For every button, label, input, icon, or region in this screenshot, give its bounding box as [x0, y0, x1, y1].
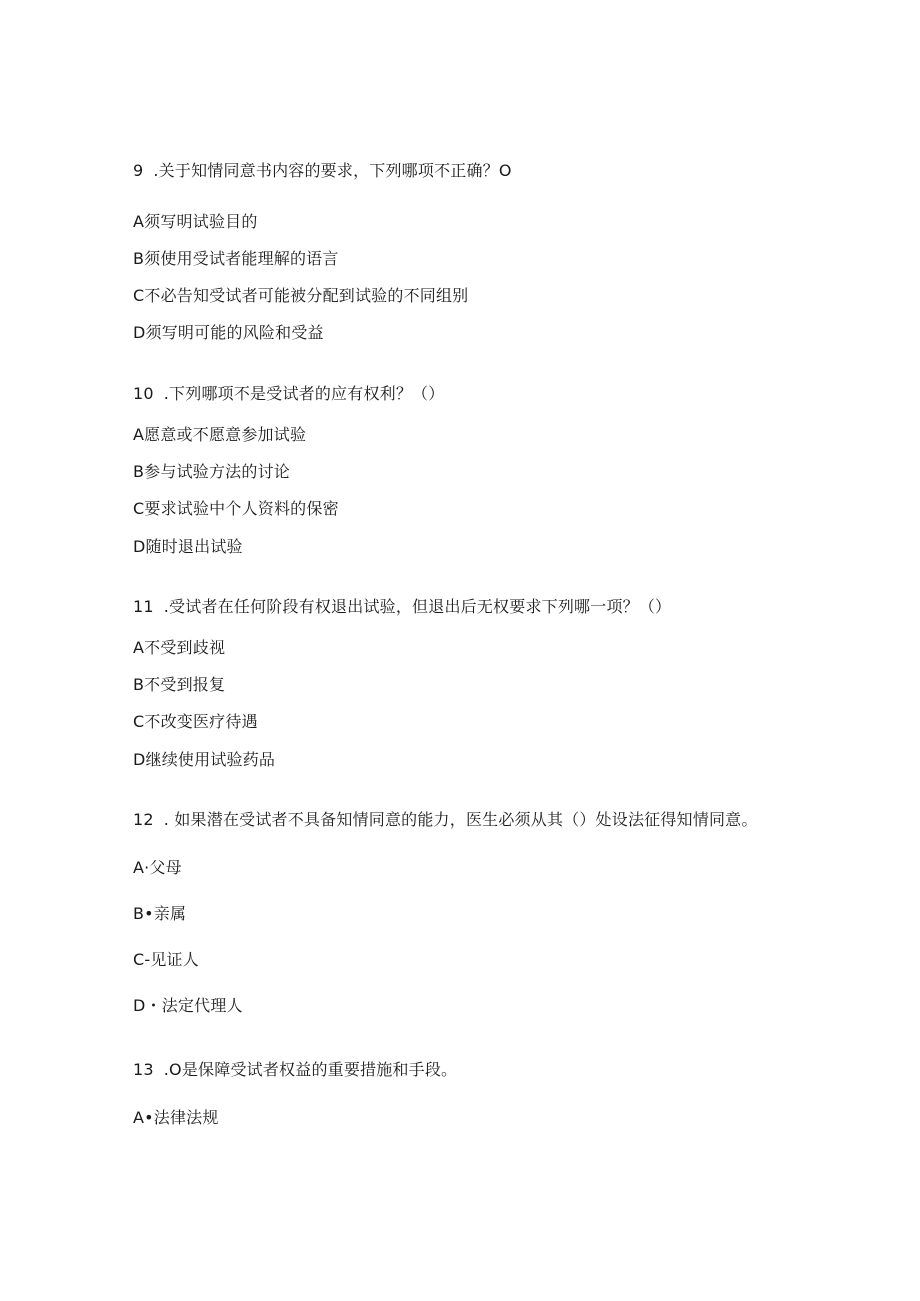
question-12-option-b: B•亲属: [133, 904, 187, 923]
question-10-option-a: A愿意或不愿意参加试验: [133, 425, 307, 444]
question-number: 9: [133, 161, 144, 180]
question-text: . 如果潜在受试者不具备知情同意的能力，医生必须从其（）处设法征得知情同意。: [163, 810, 758, 829]
question-10-option-c: C要求试验中个人资料的保密: [133, 499, 339, 518]
question-12-option-a: A·父母: [133, 858, 182, 877]
question-9-stem: [133, 161, 512, 181]
question-13-stem: [133, 1060, 457, 1080]
question-11-stem: [133, 597, 671, 617]
question-11-option-d: D继续使用试验药品: [133, 750, 276, 769]
question-12-stem: [133, 810, 758, 830]
question-10-option-b: B参与试验方法的讨论: [133, 462, 290, 481]
question-9-option-a: A须写明试验目的: [133, 212, 258, 231]
question-10-option-d: D随时退出试验: [133, 537, 243, 556]
question-number: 12: [133, 810, 154, 829]
question-9-option-b: B须使用受试者能理解的语言: [133, 249, 339, 268]
question-text: .下列哪项不是受试者的应有权利？（）: [163, 384, 445, 403]
question-12-option-d: D・法定代理人: [133, 996, 243, 1015]
question-10-stem: [133, 384, 444, 404]
question-13-option-a: A•法律法规: [133, 1108, 219, 1127]
question-9-option-d: D须写明可能的风险和受益: [133, 323, 324, 342]
question-12-option-c: C-见证人: [133, 950, 199, 969]
question-text: .关于知情同意书内容的要求，下列哪项不正确？O: [153, 161, 512, 180]
question-number: 10: [133, 384, 154, 403]
question-text: .O是保障受试者权益的重要措施和手段。: [163, 1060, 458, 1079]
question-text: .受试者在任何阶段有权退出试验，但退出后无权要求下列哪一项？（）: [163, 597, 672, 616]
question-9-option-c: C不必告知受试者可能被分配到试验的不同组别: [133, 286, 469, 305]
question-number: 11: [133, 597, 154, 616]
question-11-option-a: A不受到歧视: [133, 638, 226, 657]
question-11-option-c: C不改变医疗待遇: [133, 712, 258, 731]
question-11-option-b: B不受到报复: [133, 675, 226, 694]
question-number: 13: [133, 1060, 154, 1079]
